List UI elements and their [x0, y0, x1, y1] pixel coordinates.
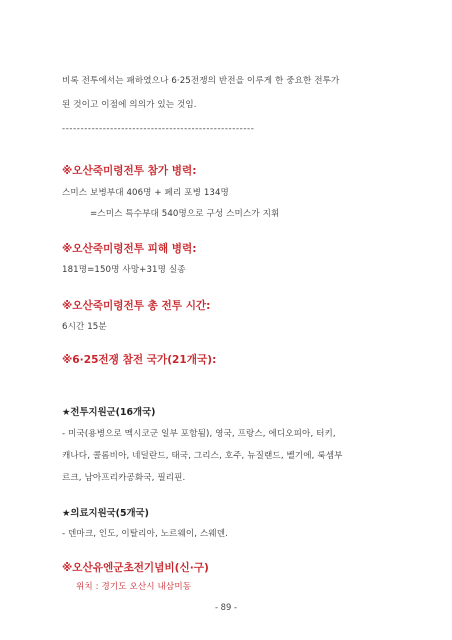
damage-heading: ※오산죽미령전투 피해 병력:	[62, 243, 197, 255]
duration-heading: ※오산죽미령전투 총 전투 시간:	[62, 300, 211, 312]
combat-support-heading: ★전투지원군(16개국)	[62, 407, 156, 418]
duration-line-1: 6시간 15분	[62, 322, 107, 332]
forces-line-2: =스미스 특수부대 540명으로 구성 스미스가 지휘	[90, 209, 280, 219]
intro-line-1: 비록 전투에서는 패하였으나 6·25전쟁의 반전을 이루게 한 중요한 전투가	[62, 76, 340, 86]
combat-line-2: 캐나다, 콜롬비아, 네덜란드, 태국, 그리스, 호주, 뉴질랜드, 벨기에, 룩셈부	[62, 451, 343, 461]
forces-heading: ※오산죽미령전투 참가 병력:	[62, 165, 197, 177]
combat-line-3: 르크, 남아프리카공화국, 필리핀.	[62, 473, 186, 483]
divider: ----------------------------------------------------	[62, 124, 255, 134]
forces-line-1: 스미스 보병부대 406명 + 페리 포병 134명	[62, 188, 229, 198]
medical-support-heading: ★의료지원국(5개국)	[62, 508, 149, 519]
intro-line-2: 된 것이고 이점에 의의가 있는 것임.	[62, 100, 197, 110]
monument-heading: ※오산유엔군초전기념비(신·구)	[62, 562, 209, 574]
page-number: - 89 -	[214, 602, 238, 612]
monument-location: 위치 : 경기도 오산시 내삼미동	[76, 582, 192, 592]
combat-line-1: - 미국(용병으로 멕시코군 일부 포함됨), 영국, 프랑스, 에디오피아, 터키,	[62, 429, 336, 439]
medical-line-1: - 덴마크, 인도, 이탈리아, 노르웨이, 스웨덴.	[62, 529, 228, 539]
damage-line-1: 181명=150명 사망+31명 실종	[62, 265, 186, 275]
participants-heading: ※6·25전쟁 참전 국가(21개국):	[62, 354, 217, 366]
